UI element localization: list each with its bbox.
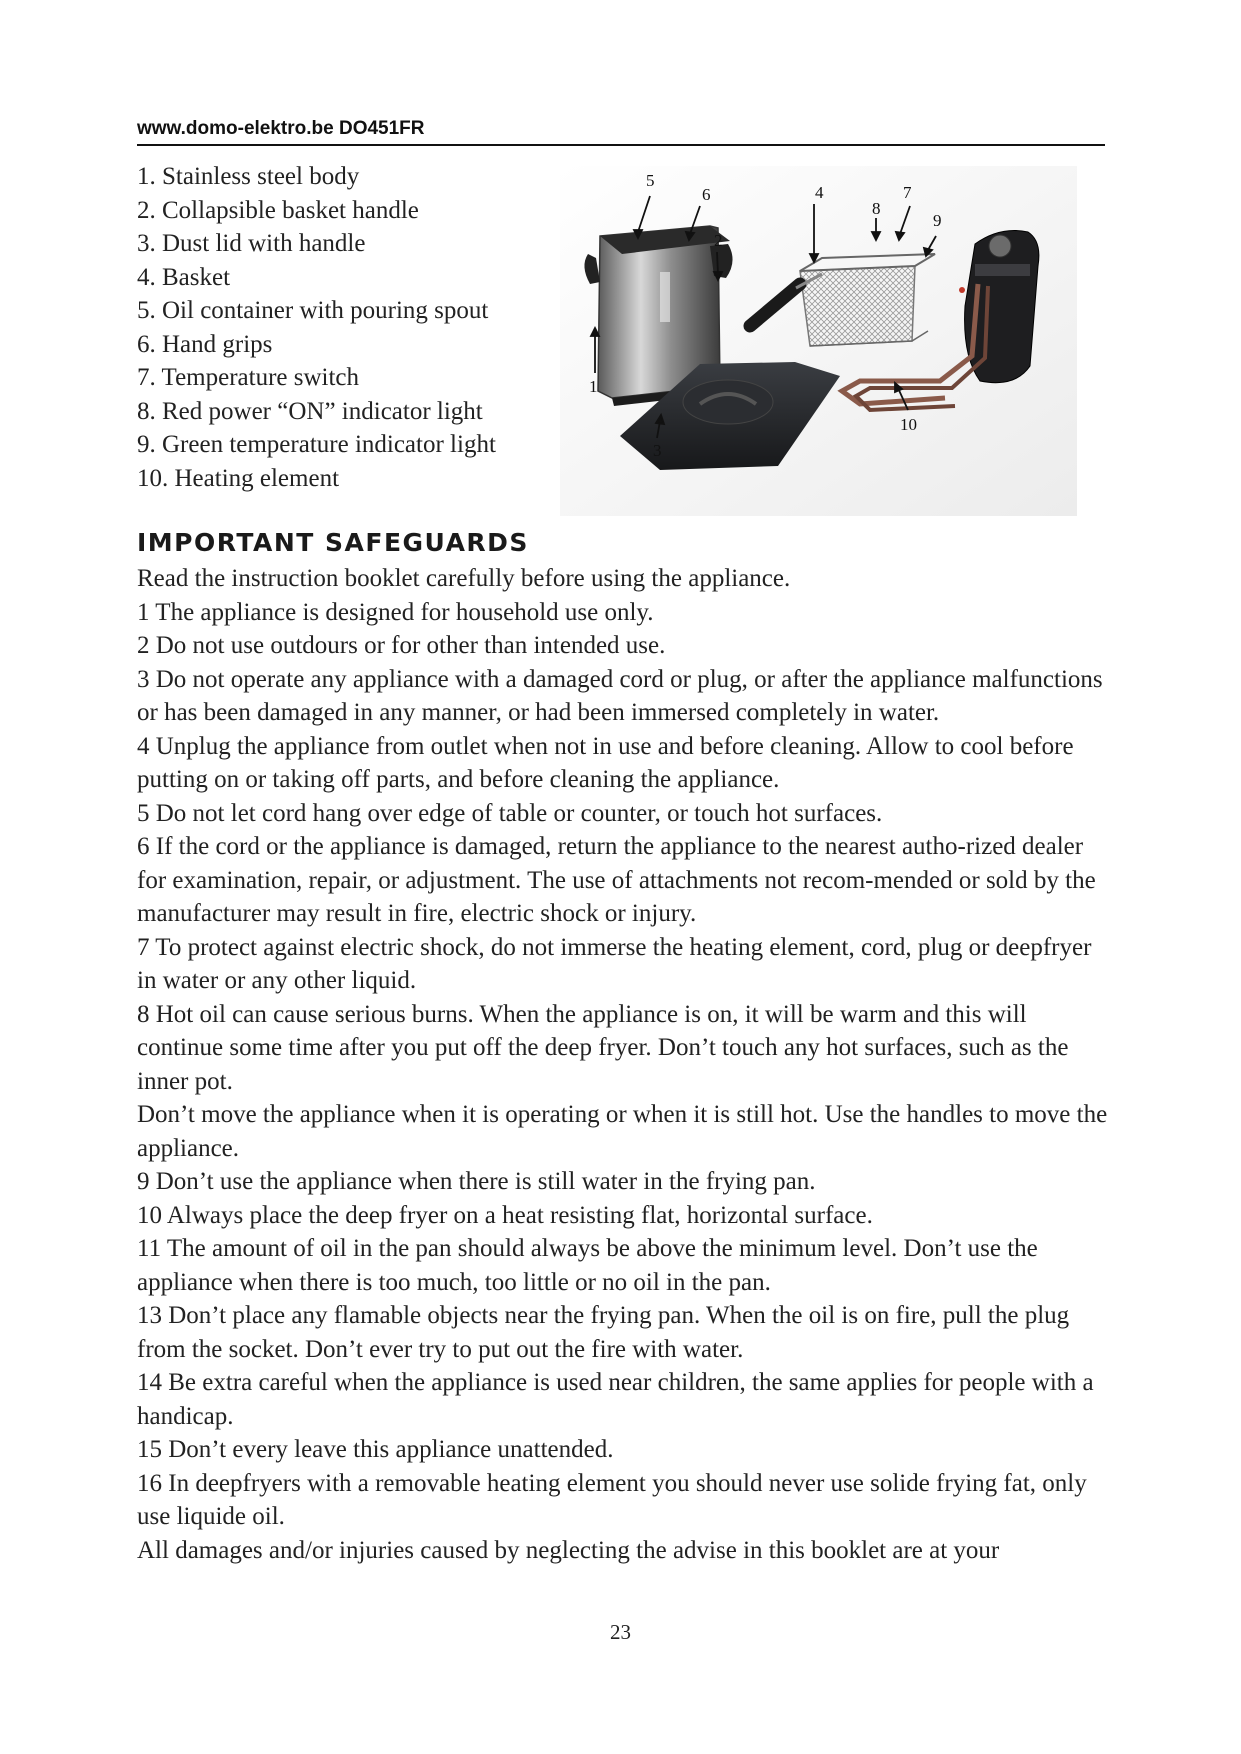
- safeguard-paragraph: Don’t move the appliance when it is operating or when it is still hot. Use the handles to move the appliance.: [137, 1101, 1108, 1162]
- safeguard-paragraph: Read the instruction booklet carefully before using the appliance.: [137, 565, 791, 592]
- callout-label: 9: [933, 211, 942, 230]
- parts-list-item: 6. Hand grips: [137, 330, 273, 358]
- parts-list-item: 4. Basket: [137, 263, 231, 291]
- safeguards-body: [137, 562, 1112, 1567]
- callout-label: 7: [903, 183, 912, 202]
- section-title: IMPORTANT SAFEGUARDS: [137, 528, 529, 557]
- safeguard-paragraph: 6 If the cord or the appliance is damaged, return the appliance to the nearest autho-rized dealer for examination, repair, or adjustment. The use of attachments not recom-mended or sold by the manufacturer may result in fire, electric shock or injury.: [137, 833, 1096, 927]
- safeguard-paragraph: 13 Don’t place any flamable objects near the frying pan. When the oil is on fire, pull the plug from the socket. Don’t ever try to put out the fire with water.: [137, 1302, 1070, 1363]
- safeguard-paragraph: 8 Hot oil can cause serious burns. When the appliance is on, it will be warm and this will continue some time after you put off the deep fryer. Don’t touch any hot surfaces, such as the inner pot.: [137, 1000, 1069, 1095]
- page-header: www.domo-elektro.be DO451FR: [137, 118, 1105, 146]
- safeguard-paragraph: 14 Be extra careful when the appliance is used near children, the same applies for people with a handicap.: [137, 1369, 1094, 1430]
- page-number: 23: [610, 1620, 631, 1644]
- safeguard-paragraph: 2 Do not use outdours or for other than intended use.: [137, 632, 666, 659]
- safeguard-paragraph: 4 Unplug the appliance from outlet when not in use and before cleaning. Allow to cool before putting on or taking off parts, and before cleaning the appliance.: [137, 732, 1074, 793]
- temperature-switch-knob: [989, 235, 1011, 257]
- callout-label: 3: [653, 441, 662, 460]
- parts-list-item: 5. Oil container with pouring spout: [137, 297, 489, 324]
- parts-list-item: 2. Collapsible basket handle: [137, 196, 419, 224]
- safeguard-paragraph: 5 Do not let cord hang over edge of table or counter, or touch hot surfaces.: [137, 799, 883, 827]
- safeguard-paragraph: All damages and/or injuries caused by neglecting the advise in this booklet are at your: [137, 1536, 1000, 1564]
- parts-list-item: 3. Dust lid with handle: [137, 230, 366, 257]
- red-power-indicator-light: [959, 287, 965, 293]
- safeguard-paragraph: 3 Do not operate any appliance with a damaged cord or plug, or after the appliance malfunctions or has been damaged in any manner, or had been immersed completely in water.: [137, 665, 1103, 726]
- callout-label: 10: [900, 415, 917, 434]
- safeguard-paragraph: 1 The appliance is designed for household use only.: [137, 598, 654, 626]
- callout-label: 4: [815, 183, 824, 202]
- parts-list-item: 1. Stainless steel body: [137, 163, 360, 190]
- parts-list: [137, 160, 557, 495]
- parts-list-item: 8. Red power “ON” indicator light: [137, 397, 483, 425]
- parts-list-item: 7. Temperature switch: [137, 364, 360, 391]
- safeguard-paragraph: 15 Don’t every leave this appliance unattended.: [137, 1436, 614, 1463]
- safeguard-paragraph: 7 To protect against electric shock, do not immerse the heating element, cord, plug or deepfryer in water or any other liquid.: [137, 933, 1092, 994]
- callout-label: 1: [589, 377, 598, 396]
- safeguard-paragraph: 9 Don’t use the appliance when there is still water in the frying pan.: [137, 1168, 816, 1195]
- callout-label: 5: [646, 171, 655, 190]
- parts-list-item: 9. Green temperature indicator light: [137, 431, 496, 458]
- safeguard-paragraph: 10 Always place the deep fryer on a heat resisting flat, horizontal surface.: [137, 1201, 873, 1229]
- parts-list-item: 10. Heating element: [137, 464, 340, 492]
- safeguard-paragraph: 11 The amount of oil in the pan should always be above the minimum level. Don’t use the appliance when there is too much, too little or no oil in the pan.: [137, 1235, 1038, 1296]
- callout-label: 2: [714, 231, 723, 250]
- deep-fryer-parts-figure: [560, 166, 1077, 516]
- safeguard-paragraph: 16 In deepfryers with a removable heating element you should never use solide frying fat, only use liquide oil.: [137, 1469, 1087, 1530]
- callout-label: 6: [702, 185, 711, 204]
- callout-label: 8: [872, 199, 881, 218]
